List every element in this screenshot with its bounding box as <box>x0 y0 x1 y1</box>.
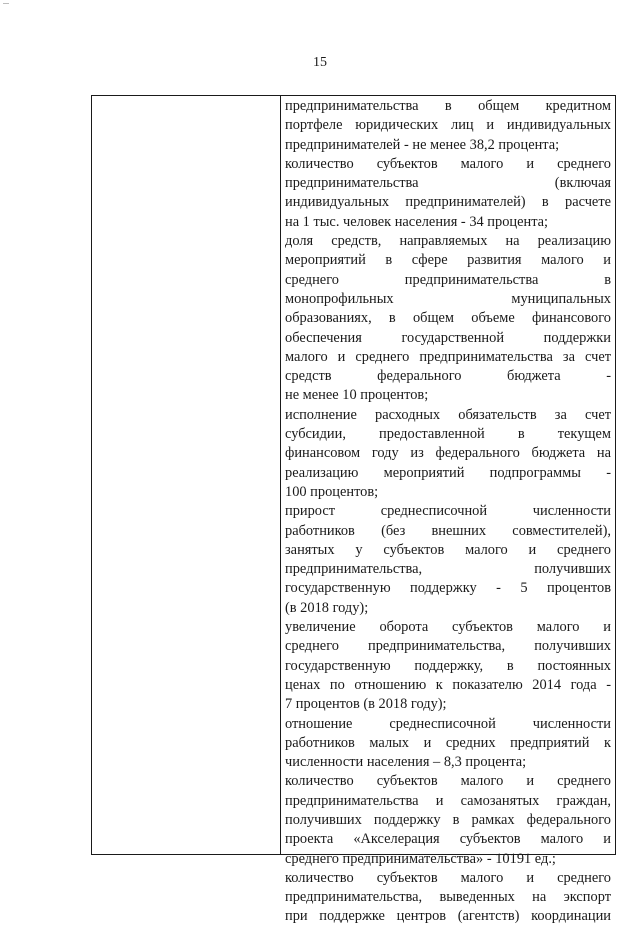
text-line: среднего предпринимательства» - 10191 ед.; <box>285 850 556 867</box>
text-line: на 1 тыс. человек населения - 34 процента; <box>285 213 549 230</box>
text-line: работников (без внешних совместителей), <box>285 522 611 539</box>
text-line: финансовом году из федерального бюджета на <box>285 445 611 462</box>
indicators-text <box>285 97 611 927</box>
text-line: предпринимательства, получивших <box>285 561 611 578</box>
text-line: предпринимательства (включая <box>285 175 611 192</box>
text-line: предпринимательства и самозанятых граждан, <box>285 792 611 809</box>
text-line: индивидуальных предпринимателей) в расчете <box>285 194 611 211</box>
text-line: предпринимательства, выведенных на экспорт <box>285 889 611 906</box>
text-line: отношение среднесписочной численности <box>285 715 611 732</box>
text-line: государственную поддержку - 5 процентов <box>285 580 611 597</box>
text-line: монопрофильных муниципальных <box>285 290 611 307</box>
text-line: обеспечения государственной поддержки <box>285 329 611 346</box>
text-line: увеличение оборота субъектов малого и <box>285 619 611 636</box>
text-line: (в 2018 году); <box>285 599 369 616</box>
text-line: занятых у субъектов малого и среднего <box>285 541 611 558</box>
text-line: численности населения – 8,3 процента; <box>285 754 527 771</box>
table-left-cell <box>92 96 281 854</box>
table-right-cell <box>281 96 615 925</box>
text-line: количество субъектов малого и среднего <box>285 869 611 886</box>
text-line: мероприятий в сфере развития малого и <box>285 252 611 269</box>
text-line: 100 процентов; <box>285 483 379 500</box>
text-line: реализацию мероприятий подпрограммы - <box>285 464 611 481</box>
text-line: количество субъектов малого и среднего <box>285 773 611 790</box>
text-line: доля средств, направляемых на реализацию <box>285 233 611 250</box>
text-line: субсидии, предоставленной в текущем <box>285 426 611 443</box>
page-number: 15 <box>313 55 327 70</box>
indicators-table <box>91 95 616 925</box>
text-line: проекта «Акселерация субъектов малого и <box>285 831 611 848</box>
text-line: малого и среднего предпринимательства за счет <box>285 348 611 365</box>
text-line: не менее 10 процентов; <box>285 387 429 404</box>
text-line: предпринимателей - не менее 38,2 процента; <box>285 136 560 153</box>
text-line: портфеле юридических лиц и индивидуальных <box>285 117 611 134</box>
text-line: прирост среднесписочной численности <box>285 503 611 520</box>
text-line: средств федерального бюджета - <box>285 368 611 385</box>
text-line: получивших поддержку в рамках федерального <box>285 811 611 828</box>
text-line: образованиях, в общем объеме финансового <box>285 310 611 327</box>
text-line: исполнение расходных обязательств за счет <box>285 406 611 423</box>
text-line: государственную поддержку, в постоянных <box>285 657 611 674</box>
text-line: при поддержке центров (агентств) координации <box>285 908 611 925</box>
text-line: количество субъектов малого и среднего <box>285 155 611 172</box>
scan-artifact-mark <box>3 3 9 4</box>
text-line: ценах по отношению к показателю 2014 года - <box>285 676 611 693</box>
text-line: 7 процентов (в 2018 году); <box>285 696 447 713</box>
text-line: среднего предпринимательства в <box>285 271 611 288</box>
text-line: работников малых и средних предприятий к <box>285 734 611 751</box>
text-line: предпринимательства в общем кредитном <box>285 98 611 114</box>
text-line: среднего предпринимательства, получивших <box>285 638 611 655</box>
